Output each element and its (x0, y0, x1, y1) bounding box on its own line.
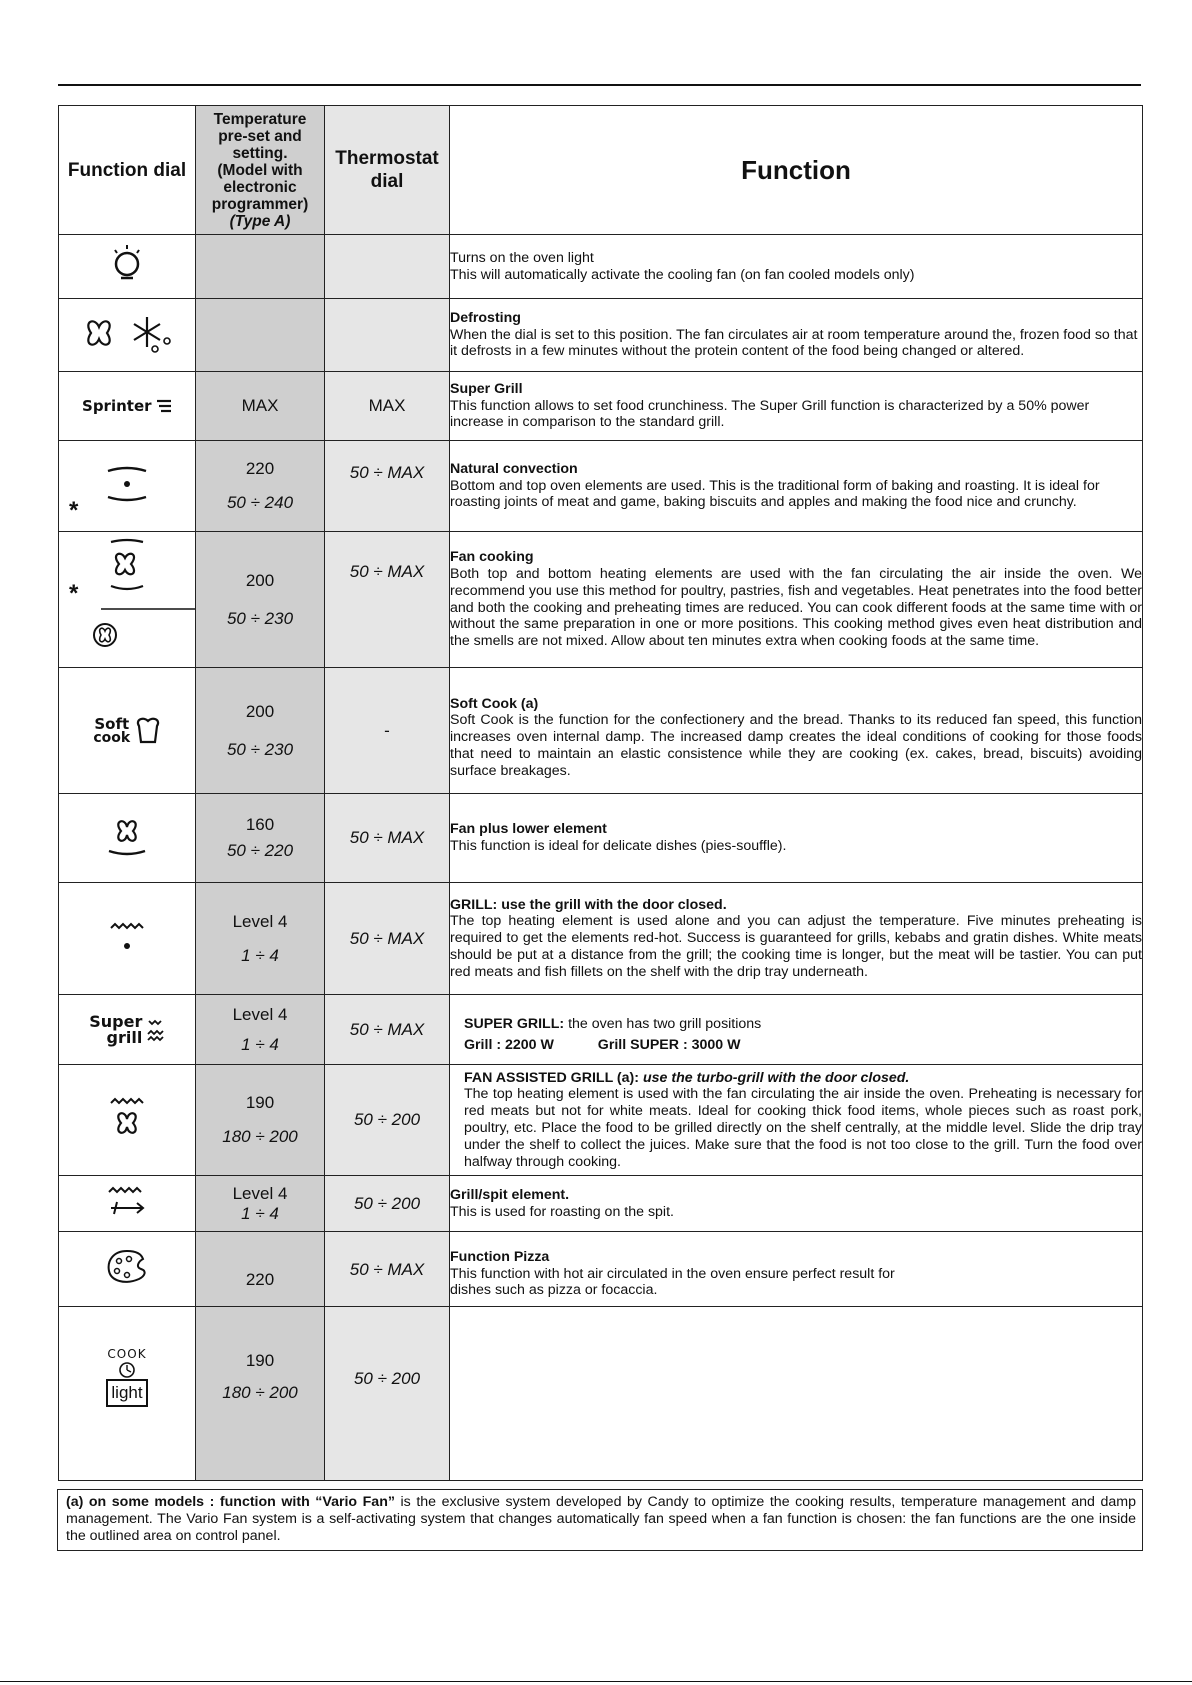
function-description (450, 1307, 1143, 1481)
function-description (450, 441, 1143, 532)
temp-cell (196, 532, 325, 668)
bottom-rule (0, 1681, 1192, 1682)
temp-cell (196, 235, 325, 299)
function-description (450, 1176, 1143, 1232)
function-description (450, 235, 1143, 299)
thermostat-cell: 50 ÷ 200 (325, 1176, 450, 1232)
description-title: Soft Cook (a) (450, 695, 539, 712)
temp-cell (196, 995, 325, 1065)
description-text: This function allows to set food crunchiness. The Super Grill function is characterized by a 50% power increase in comparison to the standard grill. (450, 397, 1090, 431)
functions-table (58, 105, 1143, 1481)
table-row (59, 1307, 1143, 1481)
description-title: Super Grill (450, 380, 523, 397)
table-row (59, 235, 1143, 299)
temp-value: 220 (245, 459, 275, 478)
note-text: is the exclusive system developed by Candy to optimize the cooking results, temperature management and damp management. The Vario Fan system is a self-activating system that changes automatically fan speed when a fan function is chosen: the fan functions are the one inside the outlined area on control panel. (66, 1494, 1136, 1544)
function-description (450, 794, 1143, 883)
table-row (59, 372, 1143, 441)
description-text: Turns on the oven light This will automatically activate the cooling fan (on fan cooled models only) (450, 249, 915, 283)
temp-cell (196, 794, 325, 883)
temp-cell (196, 299, 325, 372)
description-title: Fan cooking (450, 549, 534, 566)
asterisk: * (69, 497, 79, 524)
function-description (450, 1065, 1143, 1176)
icon-label: Soft (94, 714, 130, 733)
temp-value: Level 4 (232, 911, 288, 931)
icon-label: cook (93, 729, 131, 746)
table-header-row (59, 106, 1143, 235)
vario-fan-note (57, 1489, 1143, 1551)
table-row (59, 1176, 1143, 1232)
sprinter-icon (59, 372, 196, 441)
header-temp-line: pre-set and (218, 127, 302, 145)
temp-range: 1 ÷ 4 (241, 945, 279, 965)
grill-icon (59, 883, 196, 995)
description-title: Fan plus lower element (450, 821, 607, 838)
grill-spit-icon (59, 1176, 196, 1232)
thermostat-cell: 50 ÷ MAX (325, 1232, 450, 1307)
table-row (59, 883, 1143, 995)
description-text: Bottom and top oven elements are used. This is the traditional form of baking and roasting. It is ideal for roasting joints of meat and game, baking biscuits and apples and making the food nice and crunchy. (450, 477, 1100, 511)
thermostat-cell: 50 ÷ MAX (325, 995, 450, 1065)
temp-value: 220 (245, 1270, 275, 1289)
icon-label: light (106, 1379, 148, 1407)
function-description (450, 532, 1143, 668)
description-text: the oven has two grill positions (568, 1015, 762, 1032)
temp-cell (196, 883, 325, 995)
temp-range: 180 ÷ 200 (222, 1127, 298, 1146)
temp-value: 160 (245, 815, 275, 834)
defrost-icon (59, 299, 196, 372)
temp-range: 50 ÷ 230 (226, 608, 294, 628)
top-rule (58, 84, 1141, 86)
thermostat-cell: 50 ÷ 200 (325, 1307, 450, 1481)
table-row (59, 1232, 1143, 1307)
description-title: Function Pizza (450, 1248, 550, 1265)
thermostat-cell (325, 299, 450, 372)
temp-cell (196, 1065, 325, 1176)
table-row (59, 668, 1143, 794)
temp-range: 1 ÷ 4 (241, 1203, 279, 1223)
description-title: Grill/spit element. (450, 1186, 570, 1203)
table-row (59, 299, 1143, 372)
function-description (450, 883, 1143, 995)
function-description (450, 668, 1143, 794)
description-subtitle: use the turbo-grill with the door closed. (642, 1069, 910, 1086)
thermostat-cell: 50 ÷ MAX (325, 794, 450, 883)
temp-cell (196, 1307, 325, 1481)
temp-cell (196, 1232, 325, 1307)
temp-value: Level 4 (232, 1004, 288, 1024)
header-temp-line: Temperature (213, 110, 307, 128)
oven-light-icon (59, 235, 196, 299)
description-title: Natural convection (450, 460, 578, 477)
temp-value: 190 (245, 1093, 275, 1112)
thermostat-cell (325, 235, 450, 299)
note-bold: (a) on some models : function with “Vario Fan” (66, 1494, 395, 1510)
thermostat-cell: 50 ÷ 200 (325, 1065, 450, 1176)
description-title: GRILL: use the grill with the door closed. (450, 896, 727, 913)
temp-range: 50 ÷ 240 (226, 493, 294, 512)
temp-cell (196, 668, 325, 794)
grill-power-standard: Grill : 2200 W (464, 1036, 554, 1053)
header-temp-type: (Type A) (229, 212, 291, 230)
description-text: This function with hot air circulated in the oven ensure perfect result for dishes such as pizza or focaccia. (450, 1265, 895, 1299)
header-function: Function (450, 106, 1143, 235)
header-temp-line: (Model with (217, 161, 303, 179)
thermostat-cell: MAX (325, 372, 450, 441)
temp-value: 200 (245, 701, 275, 721)
temp-range: 180 ÷ 200 (222, 1383, 298, 1402)
table-row (59, 995, 1143, 1065)
thermostat-cell: 50 ÷ MAX (325, 441, 450, 532)
function-description (450, 1232, 1143, 1307)
header-thermostat-dial: Thermostat dial (325, 106, 450, 235)
description-text: When the dial is set to this position. The fan circulates air at room temperature around the, frozen food so that it defrosts in a few minutes without the protein content of the food being changed or altered. (450, 326, 1138, 360)
cook-light-icon (59, 1307, 196, 1481)
fan-cooking-icon (59, 532, 196, 668)
fan-assisted-grill-icon (59, 1065, 196, 1176)
thermostat-cell: - (325, 668, 450, 794)
function-description (450, 995, 1143, 1065)
description-text: Soft Cook is the function for the confectionery and the bread. Thanks to its reduced fan speed, this function increases oven internal damp. The increased damp creates the ideal conditions of cooking for those foods that need to maintain an elastic consistence while they are cooking (ex. cakes, bread, biscuits) avoiding surface breakages. (450, 712, 1142, 779)
function-description (450, 299, 1143, 372)
temp-cell (196, 441, 325, 532)
icon-label: Super (89, 1011, 143, 1031)
super-grill-icon (59, 995, 196, 1065)
fan-lower-element-icon (59, 794, 196, 883)
description-text: This function is ideal for delicate dishes (pies-souffle). (450, 838, 787, 854)
temp-cell (196, 1176, 325, 1232)
description-text: The top heating element is used alone and you can adjust the temperature. Five minutes preheating is required to get the elements red-hot. Success is guaranteed for grills, kebabs and gratin dishes. White meats should be put at a distance from the grill; the cooking time is longer, but the meat will be tastier. You can put red meats and fish fillets on the shelf with the drip tray underneath. (450, 913, 1142, 980)
temp-value: Level 4 (232, 1183, 288, 1203)
temp-range: 50 ÷ 230 (226, 739, 294, 759)
thermostat-cell: 50 ÷ MAX (325, 883, 450, 995)
temp-cell: MAX (196, 372, 325, 441)
description-title: FAN ASSISTED GRILL (a): (464, 1069, 639, 1086)
table-row (59, 441, 1143, 532)
description-text: This is used for roasting on the spit. (450, 1203, 674, 1220)
grill-power-super: Grill SUPER : 3000 W (597, 1036, 741, 1053)
thermostat-cell: 50 ÷ MAX (325, 532, 450, 668)
table-row (59, 532, 1143, 668)
description-text: Both top and bottom heating elements are used with the fan circulating the air inside the oven. We recommend you use this method for poultry, pastries, fish and vegetables. Heat penetrates into the food better and both the cooking and preheating times are reduced. You can cook different foods at the same time with or without the same preparation in one or more positions. This cooking method gives even heat distribution and the smells are not mixed. Allow about ten minutes extra when cooking foods at the same time. (450, 565, 1142, 650)
header-temperature (196, 106, 325, 235)
function-description (450, 372, 1143, 441)
natural-convection-icon (59, 441, 196, 532)
temp-range: 1 ÷ 4 (241, 1034, 279, 1054)
temp-value: 190 (245, 1351, 275, 1370)
icon-label: Sprinter (82, 396, 152, 415)
temp-value: 200 (245, 570, 275, 590)
icon-label: grill (106, 1027, 143, 1047)
table-row (59, 1065, 1143, 1176)
icon-label: COOK (107, 1347, 147, 1361)
table-row (59, 794, 1143, 883)
header-temp-line: setting. (232, 144, 288, 162)
header-temp-line: electronic (223, 178, 297, 196)
description-title: SUPER GRILL: (464, 1015, 565, 1032)
soft-cook-icon (59, 668, 196, 794)
description-title: Defrosting (450, 309, 521, 326)
temp-range: 50 ÷ 220 (226, 841, 294, 860)
description-text: The top heating element is used with the fan circulating the air inside the oven. Preheating is necessary for red meats but not for white meats. Ideal for cooking thick food items, whole pieces such as roast pork, poultry, etc. Place the food to be grilled directly on the shelf centrally, at the middle level. Slide the drip tray under the shelf to collect the juices. Make sure that the food is not too close to the grill. Turn the food over halfway through cooking. (464, 1086, 1142, 1170)
header-function-dial: Function dial (59, 106, 196, 235)
pizza-icon (59, 1232, 196, 1307)
header-temp-line: programmer) (211, 195, 309, 213)
asterisk: * (69, 580, 79, 607)
